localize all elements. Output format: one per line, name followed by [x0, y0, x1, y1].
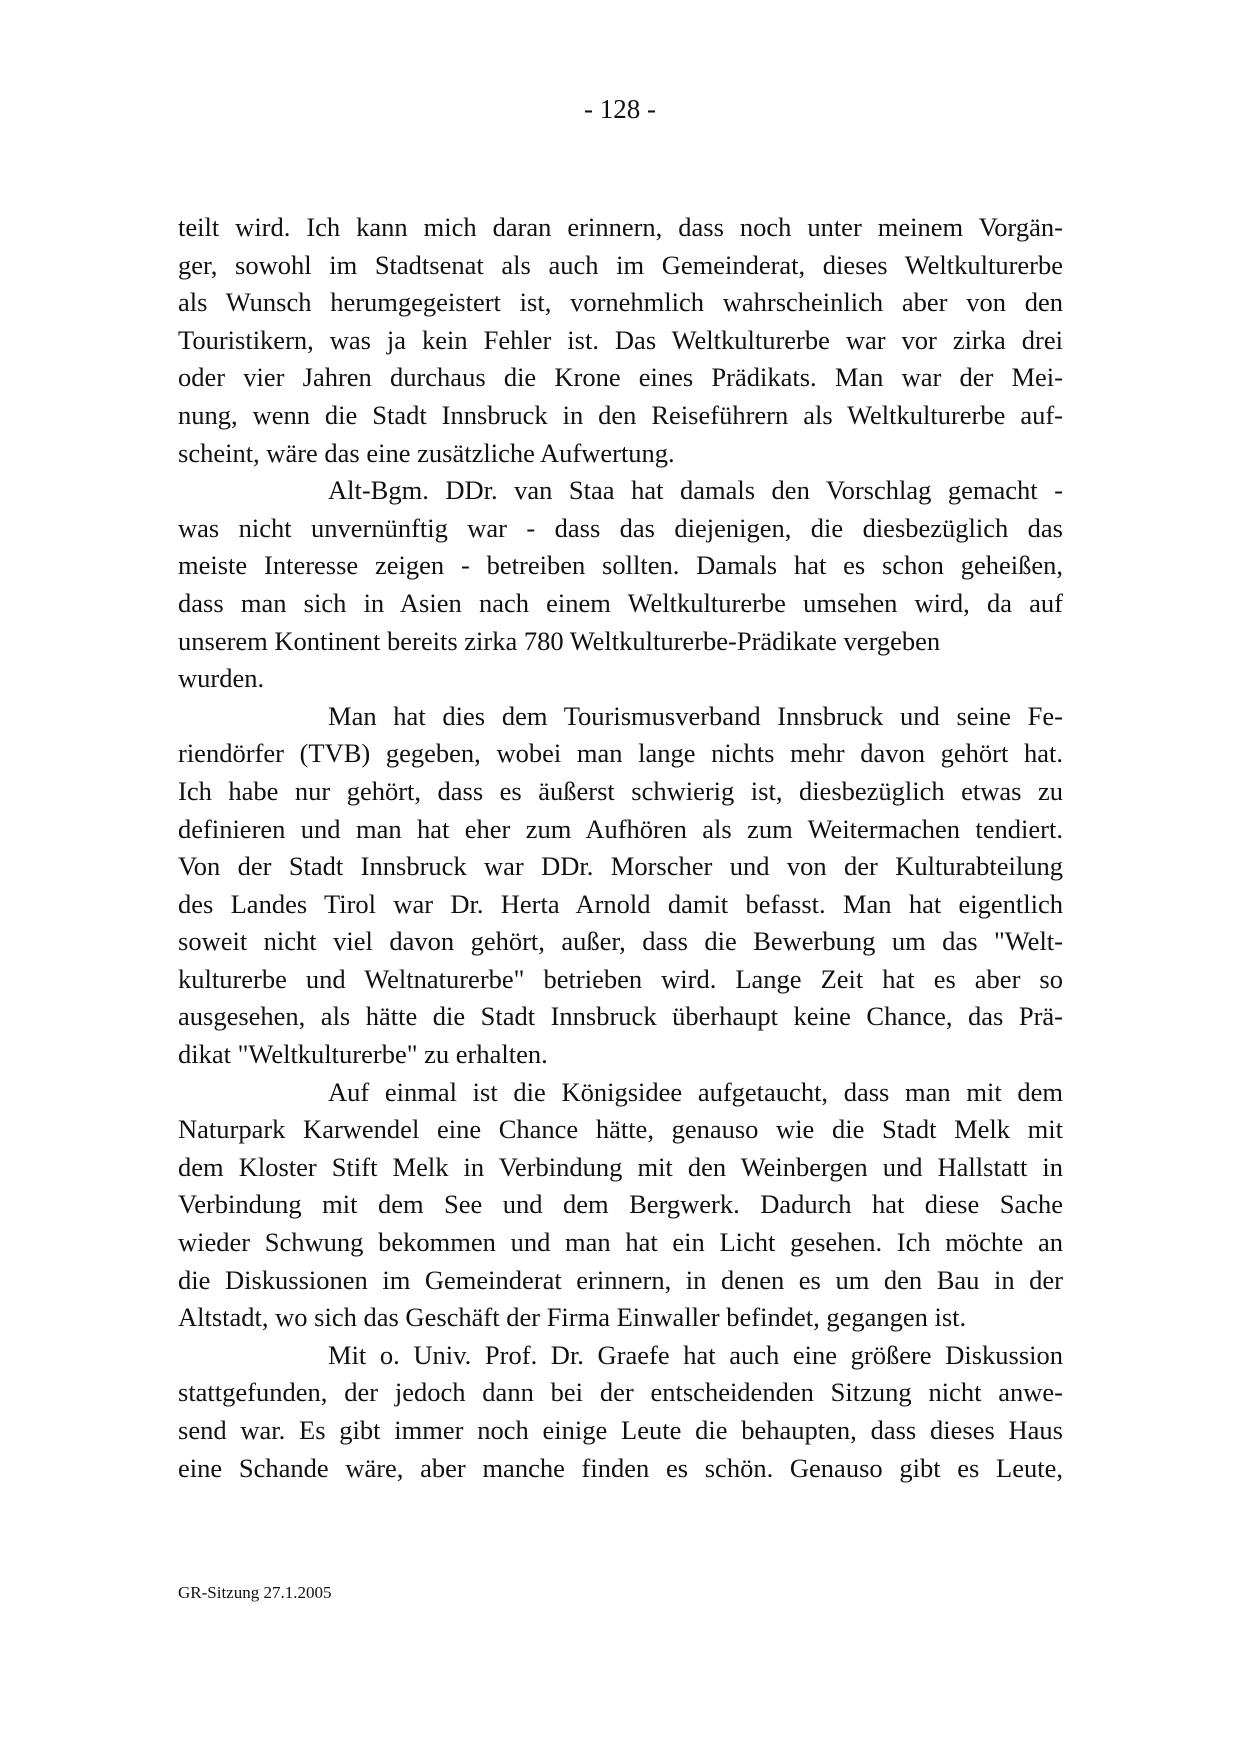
text-line: Altstadt, wo sich das Geschäft der Firma Einwaller befindet, gegangen ist. — [178, 1302, 967, 1333]
text-line: des Landes Tirol war Dr. Herta Arnold damit befasst. Man hat eigentlich — [178, 888, 1063, 919]
text-line: Ich habe nur gehört, dass es äußerst schwierig ist, diesbezüglich etwas zu — [178, 775, 1063, 806]
text-line: send war. Es gibt immer noch einige Leute die behaupten, dass dieses Haus — [178, 1415, 1063, 1445]
text-line: Naturpark Karwendel eine Chance hätte, genauso wie die Stadt Melk mit — [178, 1114, 1063, 1145]
text-line: dikat "Weltkulturerbe" zu erhalten. — [178, 1039, 548, 1070]
text-line: ger, sowohl im Stadtsenat als auch im Gemeinderat, dieses Weltkulturerbe — [178, 249, 1063, 280]
text-line: ausgesehen, als hätte die Stadt Innsbruck überhaupt keine Chance, das Prä- — [178, 1001, 1063, 1032]
footer-session-date: GR-Sitzung 27.1.2005 — [178, 1583, 332, 1602]
text-line: Von der Stadt Innsbruck war DDr. Morscher und von der Kulturabteilung — [178, 851, 1063, 882]
text-line: dass man sich in Asien nach einem Weltkulturerbe umsehen wird, da auf — [178, 587, 1063, 618]
text-line: riendörfer (TVB) gegeben, wobei man lange nichts mehr davon gehört hat. — [178, 738, 1063, 769]
text-line: teilt wird. Ich kann mich daran erinnern, dass noch unter meinem Vorgän- — [178, 212, 1063, 242]
text-line: nung, wenn die Stadt Innsbruck in den Reiseführern als Weltkulturerbe auf- — [178, 399, 1063, 430]
text-line: definieren und man hat eher zum Aufhören als zum Weitermachen tendiert. — [178, 813, 1063, 844]
page-number: - 128 - — [584, 94, 656, 124]
text-line: Touristikern, was ja kein Fehler ist. Das Weltkulturerbe war vor zirka drei — [178, 324, 1063, 355]
text-line: wieder Schwung bekommen und man hat ein Licht gesehen. Ich möchte an — [178, 1227, 1063, 1258]
text-line: scheint, wäre das eine zusätzliche Aufwertung. — [178, 437, 675, 468]
text-line: eine Schande wäre, aber manche finden es schön. Genauso gibt es Leute, — [178, 1452, 1063, 1483]
text-line: kulturerbe und Weltnaturerbe" betrieben wird. Lange Zeit hat es aber so — [178, 963, 1063, 994]
text-line: als Wunsch herumgegeistert ist, vornehmlich wahrscheinlich aber von den — [178, 287, 1063, 318]
text-line: Mit o. Univ. Prof. Dr. Graefe hat auch eine größere Diskussion — [328, 1339, 1063, 1370]
text-line: stattgefunden, der jedoch dann bei der entscheidenden Sitzung nicht anwe- — [178, 1377, 1063, 1408]
text-line: Man hat dies dem Tourismusverband Innsbruck und seine Fe- — [328, 700, 1063, 731]
text-line: Auf einmal ist die Königsidee aufgetaucht, dass man mit dem — [328, 1076, 1063, 1107]
text-line: meiste Interesse zeigen - betreiben sollten. Damals hat es schon geheißen, — [178, 550, 1063, 581]
text-line: wurden. — [178, 663, 265, 694]
text-line: unserem Kontinent bereits zirka 780 Weltkulturerbe-Prädikate vergeben — [178, 625, 941, 656]
text-line: dem Kloster Stift Melk in Verbindung mit den Weinbergen und Hallstatt in — [178, 1151, 1063, 1182]
text-line: soweit nicht viel davon gehört, außer, dass die Bewerbung um das "Welt- — [178, 926, 1063, 957]
text-line: die Diskussionen im Gemeinderat erinnern, in denen es um den Bau in der — [178, 1264, 1063, 1295]
text-line: oder vier Jahren durchaus die Krone eines Prädikats. Man war der Mei- — [178, 362, 1063, 393]
text-line: was nicht unvernünftig war - dass das diejenigen, die diesbezüglich das — [178, 512, 1063, 543]
document-body — [178, 209, 1063, 1487]
text-line: Alt-Bgm. DDr. van Staa hat damals den Vorschlag gemacht - — [328, 475, 1063, 506]
text-line: Verbindung mit dem See und dem Bergwerk. Dadurch hat diese Sache — [178, 1189, 1063, 1220]
